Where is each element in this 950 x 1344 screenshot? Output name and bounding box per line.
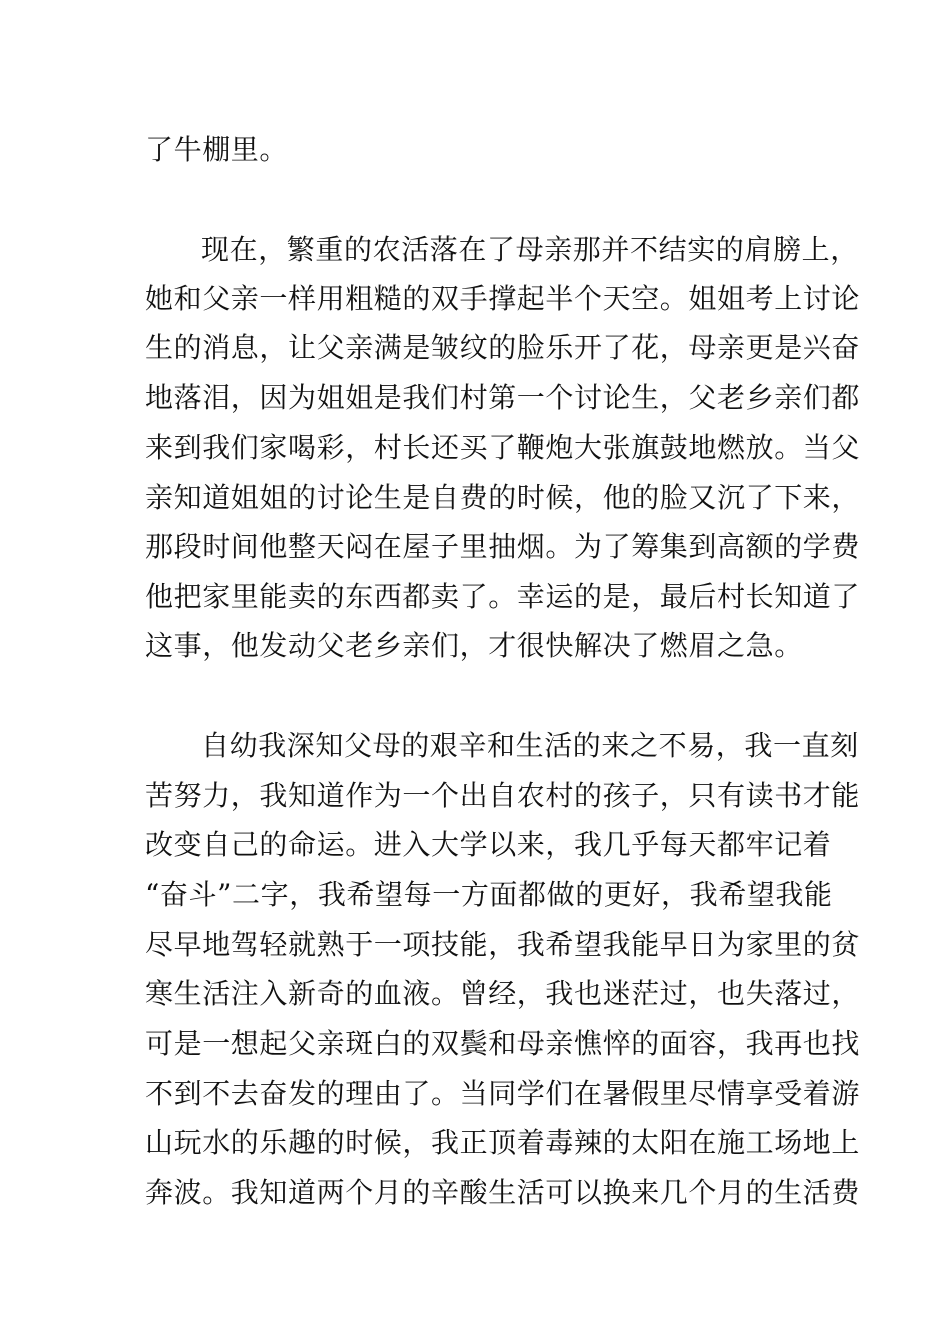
paragraph-3-line-5: 尽早地驾轻就熟于一项技能，我希望我能早日为家里的贫 <box>145 928 861 961</box>
paragraph-3-line-10: 奔波。我知道两个月的辛酸生活可以换来几个月的生活费 <box>145 1176 861 1209</box>
paragraph-3-line-8: 不到不去奋发的理由了。当同学们在暑假里尽情享受着游 <box>145 1077 861 1110</box>
paragraph-2-line-9: 这事，他发动父老乡亲们，才很快解决了燃眉之急。 <box>145 629 803 662</box>
paragraph-2-line-2: 她和父亲一样用粗糙的双手撑起半个天空。姐姐考上讨论 <box>145 282 861 315</box>
paragraph-2-line-6: 亲知道姐姐的讨论生是自费的时候，他的脸又沉了下来， <box>145 481 861 514</box>
paragraph-2-line-3: 生的消息，让父亲满是皱纹的脸乐开了花，母亲更是兴奋 <box>145 331 861 364</box>
paragraph-2-line-8: 他把家里能卖的东西都卖了。幸运的是，最后村长知道了 <box>145 580 861 613</box>
paragraph-3-line-4: “奋斗”二字，我希望每一方面都做的更好，我希望我能 <box>145 878 833 911</box>
paragraph-3-line-1: 自幼我深知父母的艰辛和生活的来之不易，我一直刻 <box>201 729 859 762</box>
paragraph-2-line-4: 地落泪，因为姐姐是我们村第一个讨论生，父老乡亲们都 <box>145 381 861 414</box>
paragraph-3-line-3: 改变自己的命运。进入大学以来，我几乎每天都牢记着 <box>145 828 832 861</box>
paragraph-3-line-6: 寒生活注入新奇的血液。曾经，我也迷茫过，也失落过， <box>145 977 861 1010</box>
paragraph-2-line-7: 那段时间他整天闷在屋子里抽烟。为了筹集到高额的学费 <box>145 530 861 563</box>
paragraph-3-line-9: 山玩水的乐趣的时候，我正顶着毒辣的太阳在施工场地上 <box>145 1126 861 1159</box>
paragraph-1-line-1: 了牛棚里。 <box>145 133 289 166</box>
paragraph-3-line-2: 苦努力，我知道作为一个出自农村的孩子，只有读书才能 <box>145 779 861 812</box>
paragraph-2-line-1: 现在，繁重的农活落在了母亲那并不结实的肩膀上， <box>201 233 859 266</box>
paragraph-3-line-7: 可是一想起父亲斑白的双鬓和母亲憔悴的面容，我再也找 <box>145 1027 861 1060</box>
paragraph-2-line-5: 来到我们家喝彩，村长还买了鞭炮大张旗鼓地燃放。当父 <box>145 431 861 464</box>
